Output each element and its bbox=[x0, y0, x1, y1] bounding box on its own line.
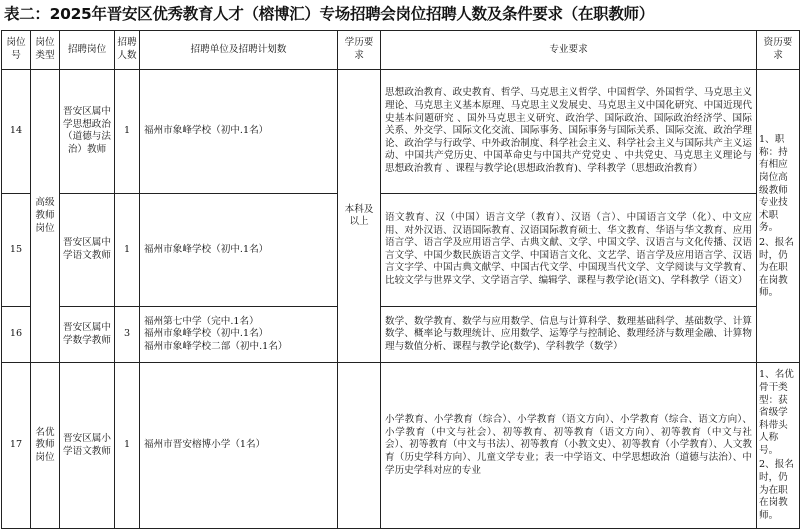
post-count: 3 bbox=[115, 307, 140, 363]
unit-plan bbox=[140, 193, 338, 306]
unit-plan bbox=[140, 307, 338, 363]
major-requirement: 数学、数学教育、数学与应用数学、信息与计算科学、数理基础科学、基础数学、计算数学、概率论与数理统计、应用数学、运筹学与控制论、数理经济与数理金融、计算物理与数值分析、课程与教学论(数学)、学科教学（数学） bbox=[381, 307, 757, 363]
qualification-senior bbox=[757, 70, 800, 363]
header-major: 专业要求 bbox=[381, 31, 757, 70]
table-row bbox=[2, 70, 800, 193]
post-count: 1 bbox=[115, 70, 140, 193]
post-type-senior: 高级教师岗位 bbox=[31, 70, 60, 363]
unit-line: 福州市象峰学校二部（初中.1名） bbox=[144, 341, 288, 352]
unit-line: 福州市象峰学校（初中.1名） bbox=[144, 243, 269, 255]
table-row bbox=[2, 193, 800, 306]
unit-line: 福州市象峰学校（初中.1名） bbox=[144, 328, 269, 340]
post-type-famous: 名优教师岗位 bbox=[31, 363, 60, 529]
header-post-no: 岗位号 bbox=[2, 31, 31, 70]
header-post-name: 招聘岗位 bbox=[60, 31, 115, 70]
unit-line: 福州第七中学（完中.1名） bbox=[144, 315, 259, 327]
unit-plan bbox=[140, 70, 338, 193]
qualification-item: 1、职称：持有相应岗位高级教师专业技术职务。 bbox=[759, 134, 788, 234]
post-name: 晋安区属中学数学教师 bbox=[60, 307, 115, 363]
post-no: 16 bbox=[2, 307, 31, 363]
qualification-famous bbox=[757, 363, 800, 529]
header-qualification: 资历要求 bbox=[757, 31, 800, 70]
recruitment-table bbox=[1, 30, 800, 529]
major-requirement: 小学教育、小学教育（综合）、小学教育（语文方向）、小学教育（综合、语文方向）、小学教育（中文与社会）、初等教育、初等教育（语文方向）、初等教育（中文与社会）、初等教育（中文与书法）、初等教育（小教文史）、初等教育（小学教育）、人文教育（历史学科方向）、儿童文学专业；表一中学语文、中学思想政治（道德与法治）、中学历史学科对应的专业 bbox=[381, 363, 757, 529]
qualification-item: 2、报名时，仍为在职在岗教师。 bbox=[759, 236, 794, 299]
education-cell-empty bbox=[338, 363, 381, 529]
table-row bbox=[2, 307, 800, 363]
header-post-type: 岗位类型 bbox=[31, 31, 60, 70]
post-name: 晋安区属中学语文教师 bbox=[60, 193, 115, 306]
education-requirement: 本科及以上 bbox=[338, 70, 381, 363]
qualification-item: 2、报名时，仍为在职在岗教师。 bbox=[759, 459, 794, 521]
post-name: 晋安区属小学语文教师 bbox=[60, 363, 115, 529]
post-no: 17 bbox=[2, 363, 31, 529]
qualification-item: 1、名优骨干类型：获省级学科带头人称号。 bbox=[759, 369, 794, 456]
header-unit-plan: 招聘单位及招聘计划数 bbox=[140, 31, 338, 70]
table-row bbox=[2, 363, 800, 529]
post-name: 晋安区属中学思想政治（道德与法治）教师 bbox=[60, 70, 115, 193]
page-title: 表二：2025年晋安区优秀教育人才（榕博汇）专场招聘会岗位招聘人数及条件要求（在职教师） bbox=[4, 5, 654, 23]
post-count: 1 bbox=[115, 193, 140, 306]
header-education: 学历要求 bbox=[338, 31, 381, 70]
header-row bbox=[2, 31, 800, 70]
post-no: 14 bbox=[2, 70, 31, 193]
major-requirement: 语文教育、汉（中国）语言文学（教育）、汉语（言）、中国语言文学（化）、中文应用、对外汉语、汉语国际教育、汉语国际教育硕士、华文教育、华语与华文教育、应用语言学、语言学及应用语言学、古典文献、文学、中国文学、汉语言与文化传播、汉语言文学、中国少数民族语言文学、中国语言文化、文艺学、语言学及应用语言学、汉语言文字学、中国古典文献学、中国古代文学、中国现当代文学、文学阅读与文学教育、比较文学与世界文学、文学语言学、编辑学、课程与教学论(语文)、学科教学（语文） bbox=[381, 193, 757, 306]
post-count: 1 bbox=[115, 363, 140, 529]
post-no: 15 bbox=[2, 193, 31, 306]
unit-plan bbox=[140, 363, 338, 529]
unit-line: 福州市象峰学校（初中.1名） bbox=[144, 125, 269, 137]
major-requirement: 思想政治教育、政史教育、哲学、马克思主义哲学、中国哲学、外国哲学、马克思主义理论、马克思主义基本原理、马克思主义发展史、马克思主义中国化研究、中国近现代史基本问题研究 、国外马克思主义研究、政治学、国际政治、国际政治经济学、国际关系、外交学、国际文化交流、国际事务、国际事务与国际关系、国际交流、政治学理论、政治学与行政学、中外政治制度、科学社会主义、科学社会主义与国际共产主义运动、中国共产党历史、中国革命史与中国共产党党史 、中共党史、马克思主义理论与思想政治教育 、课程与教学论(思想政治教育)、学科教学（思想政治教育） bbox=[381, 70, 757, 193]
header-count: 招聘人数 bbox=[115, 31, 140, 70]
unit-line: 福州市晋安榕博小学（1名） bbox=[144, 439, 266, 451]
